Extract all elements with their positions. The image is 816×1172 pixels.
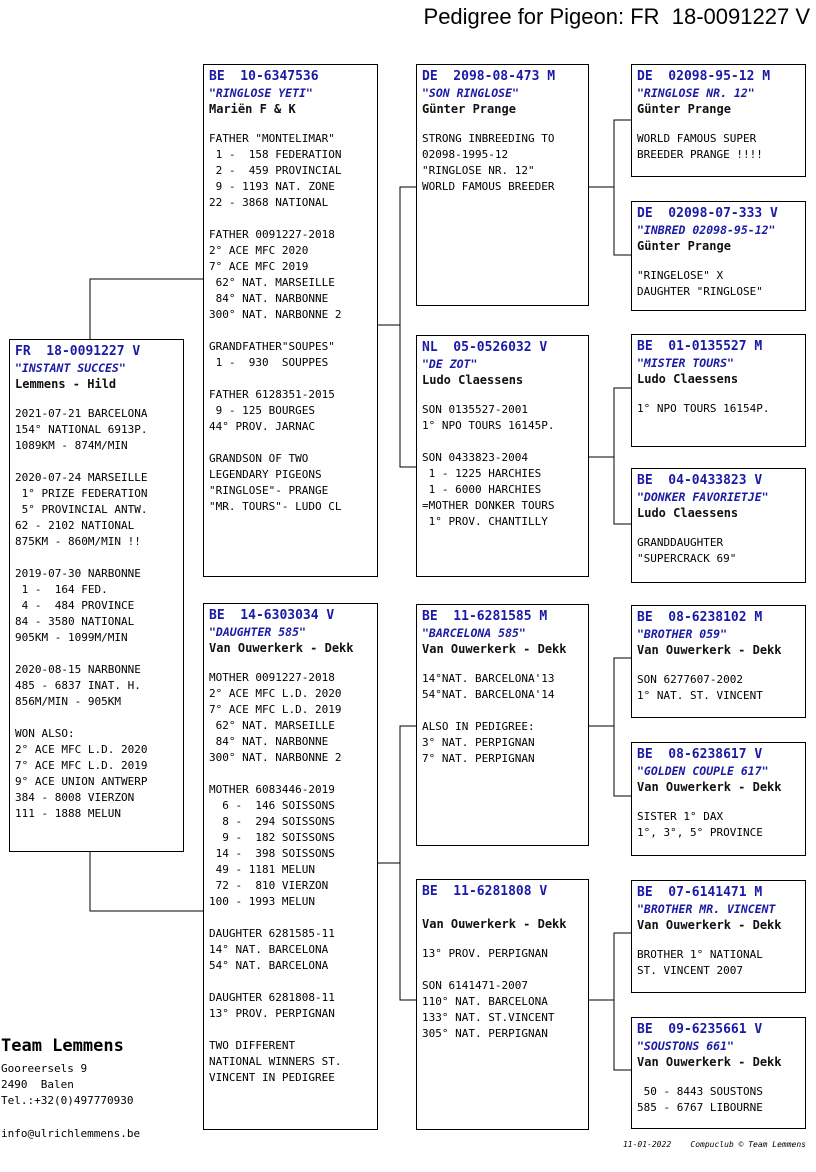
pigeon-description: BROTHER 1° NATIONAL ST. VINCENT 2007	[637, 948, 763, 977]
owner-name: Van Ouwerkerk - Dekk	[637, 780, 782, 794]
ring-number: BE 11-6281585 M	[422, 609, 548, 624]
pigeon-description: WORLD FAMOUS SUPER BREEDER PRANGE !!!!	[637, 132, 763, 161]
pigeon-card-sire-dam[interactable]	[416, 335, 589, 577]
ring-number: NL 05-0526032 V	[422, 340, 548, 355]
pigeon-description: MOTHER 0091227-2018 2° ACE MFC L.D. 2020 7° ACE MFC L.D. 2019 62° NAT. MARSEILLE 84° NAT. NARBONNE 300° NAT. NARBONNE 2 MOTHER 6083446-2019 6 - 146 SOISSONS 8 - 294 SOISSONS 9 - 182 SOISSONS 14 - 398 SOISSONS 49 - 1181 MELUN 72 - 810 VIERZON 100 - 1993 MELUN DAUGHTER 6281585-11 14° NAT. BARCELONA 54° NAT. BARCELONA DAUGHTER 6281808-11 13° PROV. PERPIGNAN TWO DIFFERENT NATIONAL WINNERS ST. VINCENT IN PEDIGREE	[209, 671, 342, 1084]
connector-dam-dd	[400, 863, 416, 1000]
pigeon-description: SISTER 1° DAX 1°, 3°, 5° PROVINCE	[637, 810, 763, 839]
owner-name: Mariën F & K	[209, 102, 296, 116]
pigeon-description: SON 0135527-2001 1° NPO TOURS 16145P. SON 0433823-2004 1 - 1225 HARCHIES 1 - 6000 HARCHIES =MOTHER DONKER TOURS 1° PROV. CHANTILLY	[422, 403, 555, 528]
ring-number: BE 08-6238617 V	[637, 747, 763, 762]
owner-name: Van Ouwerkerk - Dekk	[637, 1055, 782, 1069]
footer-credit: Compuclub © Team Lemmens	[690, 1140, 806, 1149]
pigeon-card-sss[interactable]	[631, 64, 806, 177]
ring-number: BE 07-6141471 M	[637, 885, 763, 900]
owner-name: Ludo Claessens	[637, 372, 739, 386]
pigeon-description: STRONG INBREEDING TO 02098-1995-12 "RINGLOSE NR. 12" WORLD FAMOUS BREEDER	[422, 132, 555, 193]
connector-dd-ddd	[614, 1000, 631, 1070]
pigeon-card-dam[interactable]	[203, 603, 378, 1130]
footer	[623, 1140, 806, 1149]
pigeon-card-dds[interactable]	[631, 880, 806, 993]
owner-name: Van Ouwerkerk - Dekk	[637, 643, 782, 657]
ring-number: DE 2098-08-473 M	[422, 69, 556, 84]
ring-number: BE 01-0135527 M	[637, 339, 763, 354]
ring-number: DE 02098-07-333 V	[637, 206, 778, 221]
pigeon-card-sire[interactable]	[203, 64, 378, 577]
pigeon-card-sds[interactable]	[631, 334, 806, 447]
connector-ss-sss	[588, 120, 631, 187]
owner-name: Ludo Claessens	[637, 506, 739, 520]
pigeon-card-ssd[interactable]	[631, 201, 806, 311]
owner-name: Günter Prange	[422, 102, 516, 116]
ring-number: BE 09-6235661 V	[637, 1022, 763, 1037]
pigeon-name: "RINGLOSE NR. 12"	[637, 86, 755, 100]
ring-number: BE 11-6281808 V	[422, 884, 548, 899]
pigeon-card-sire-sire[interactable]	[416, 64, 589, 306]
connector-ds-dss	[588, 658, 631, 726]
owner-name: Van Ouwerkerk - Dekk	[637, 918, 782, 932]
owner-name: Günter Prange	[637, 102, 731, 116]
connector-sire-sd	[400, 325, 416, 467]
pigeon-name: "INBRED 02098-95-12"	[637, 223, 776, 237]
pigeon-card-sdd[interactable]	[631, 468, 806, 583]
connector-ds-dsd	[614, 726, 631, 796]
pigeon-card-dsd[interactable]	[631, 742, 806, 856]
ring-number: BE 04-0433823 V	[637, 473, 763, 488]
pigeon-description: "RINGELOSE" X DAUGHTER "RINGLOSE"	[637, 269, 763, 298]
pigeon-name: "DE ZOT"	[422, 357, 478, 371]
pigeon-card-subject[interactable]	[9, 339, 184, 852]
pigeon-card-dam-sire[interactable]	[416, 604, 589, 846]
team-email[interactable]: info@ulrichlemmens.be	[1, 1127, 141, 1140]
pigeon-description: 14°NAT. BARCELONA'13 54°NAT. BARCELONA'14 ALSO IN PEDIGREE: 3° NAT. PERPIGNAN 7° NAT. PERPIGNAN	[422, 672, 555, 765]
owner-name: Ludo Claessens	[422, 373, 524, 387]
pigeon-name: "MISTER TOURS"	[637, 356, 734, 370]
connector-sire-ss	[377, 187, 416, 325]
owner-name: Van Ouwerkerk - Dekk	[209, 641, 354, 655]
pigeon-description: 2021-07-21 BARCELONA 154° NATIONAL 6913P. 1089KM - 874M/MIN 2020-07-24 MARSEILLE 1° PRIZE FEDERATION 5° PROVINCIAL ANTW. 62 - 2102 NATIONAL 875KM - 860M/MIN !! 2019-07-30 NARBONNE 1 - 164 FED. 4 - 484 PROVINCE 84 - 3580 NATIONAL 905KM - 1099M/MIN 2020-08-15 NARBONNE 485 - 6837 INAT. H. 856M/MIN - 905KM WON ALSO: 2° ACE MFC L.D. 2020 7° ACE MFC L.D. 2019 9° ACE UNION ANTWERP 384 - 8008 VIERZON 111 - 1888 MELUN	[15, 407, 148, 820]
pigeon-name: "DONKER FAVORIETJE"	[637, 490, 769, 504]
page-title: Pedigree for Pigeon: FR 18-0091227 V	[423, 4, 810, 29]
team-phone: Tel.:+32(0)497770930	[1, 1094, 134, 1107]
pigeon-name: "DAUGHTER 585"	[209, 625, 306, 639]
owner-name: Van Ouwerkerk - Dekk	[422, 642, 567, 656]
pigeon-name: "BROTHER MR. VINCENT	[637, 902, 776, 916]
pigeon-name: "BARCELONA 585"	[422, 626, 526, 640]
pigeon-name: "GOLDEN COUPLE 617"	[637, 764, 769, 778]
pigeon-name	[422, 900, 583, 916]
pigeon-description: FATHER "MONTELIMAR" 1 - 158 FEDERATION 2 - 459 PROVINCIAL 9 - 1193 NAT. ZONE 22 - 3868 NATIONAL FATHER 0091227-2018 2° ACE MFC 2020 7° ACE MFC 2019 62° NAT. MARSEILLE 84° NAT. NARBONNE 300° NAT. NARBONNE 2 GRANDFATHER"SOUPES" 1 - 930 SOUPPES FATHER 6128351-2015 9 - 125 BOURGES 44° PROV. JARNAC GRANDSON OF TWO LEGENDARY PIGEONS "RINGLOSE"- PRANGE "MR. TOURS"- LUDO CL	[209, 132, 342, 513]
ring-number: DE 02098-95-12 M	[637, 69, 771, 84]
ring-number: BE 08-6238102 M	[637, 610, 763, 625]
pigeon-name: "SOUSTONS 661"	[637, 1039, 734, 1053]
connector-dd-dds	[588, 933, 631, 1000]
team-name: Team Lemmens	[1, 1036, 124, 1056]
connector-dam-ds	[377, 726, 416, 863]
pigeon-description: 1° NPO TOURS 16154P.	[637, 402, 770, 415]
connector-subject-dam	[90, 852, 203, 911]
ring-number: BE 14-6303034 V	[209, 608, 335, 623]
owner-name: Van Ouwerkerk - Dekk	[422, 917, 567, 931]
ring-number: FR 18-0091227 V	[15, 344, 141, 359]
pigeon-name: "SON RINGLOSE"	[422, 86, 519, 100]
footer-date: 11-01-2022	[622, 1140, 672, 1149]
pigeon-description: SON 6277607-2002 1° NAT. ST. VINCENT	[637, 673, 763, 702]
owner-name: Lemmens - Hild	[15, 377, 117, 391]
pigeon-card-dam-dam[interactable]	[416, 879, 589, 1130]
pigeon-card-dss[interactable]	[631, 605, 806, 718]
pigeon-name: "RINGLOSE YETI"	[209, 86, 313, 100]
pigeon-description: 50 - 8443 SOUSTONS 585 - 6767 LIBOURNE	[637, 1085, 763, 1114]
pigeon-card-ddd[interactable]	[631, 1017, 806, 1129]
pigeon-name: "INSTANT SUCCES"	[15, 361, 126, 375]
team-city: 2490 Balen	[1, 1078, 74, 1091]
connector-sd-sds	[588, 388, 631, 457]
owner-name: Günter Prange	[637, 239, 731, 253]
connector-sd-sdd	[614, 457, 631, 524]
pigeon-description: GRANDDAUGHTER "SUPERCRACK 69"	[637, 536, 737, 565]
connector-ss-ssd	[614, 187, 631, 255]
pigeon-name: "BROTHER 059"	[637, 627, 728, 641]
connector-subject-sire	[90, 279, 203, 339]
pigeon-description: 13° PROV. PERPIGNAN SON 6141471-2007 110° NAT. BARCELONA 133° NAT. ST.VINCENT 305° NAT. PERPIGNAN	[422, 947, 555, 1040]
team-street: Gooreersels 9	[1, 1062, 88, 1075]
ring-number: BE 10-6347536	[209, 69, 319, 84]
